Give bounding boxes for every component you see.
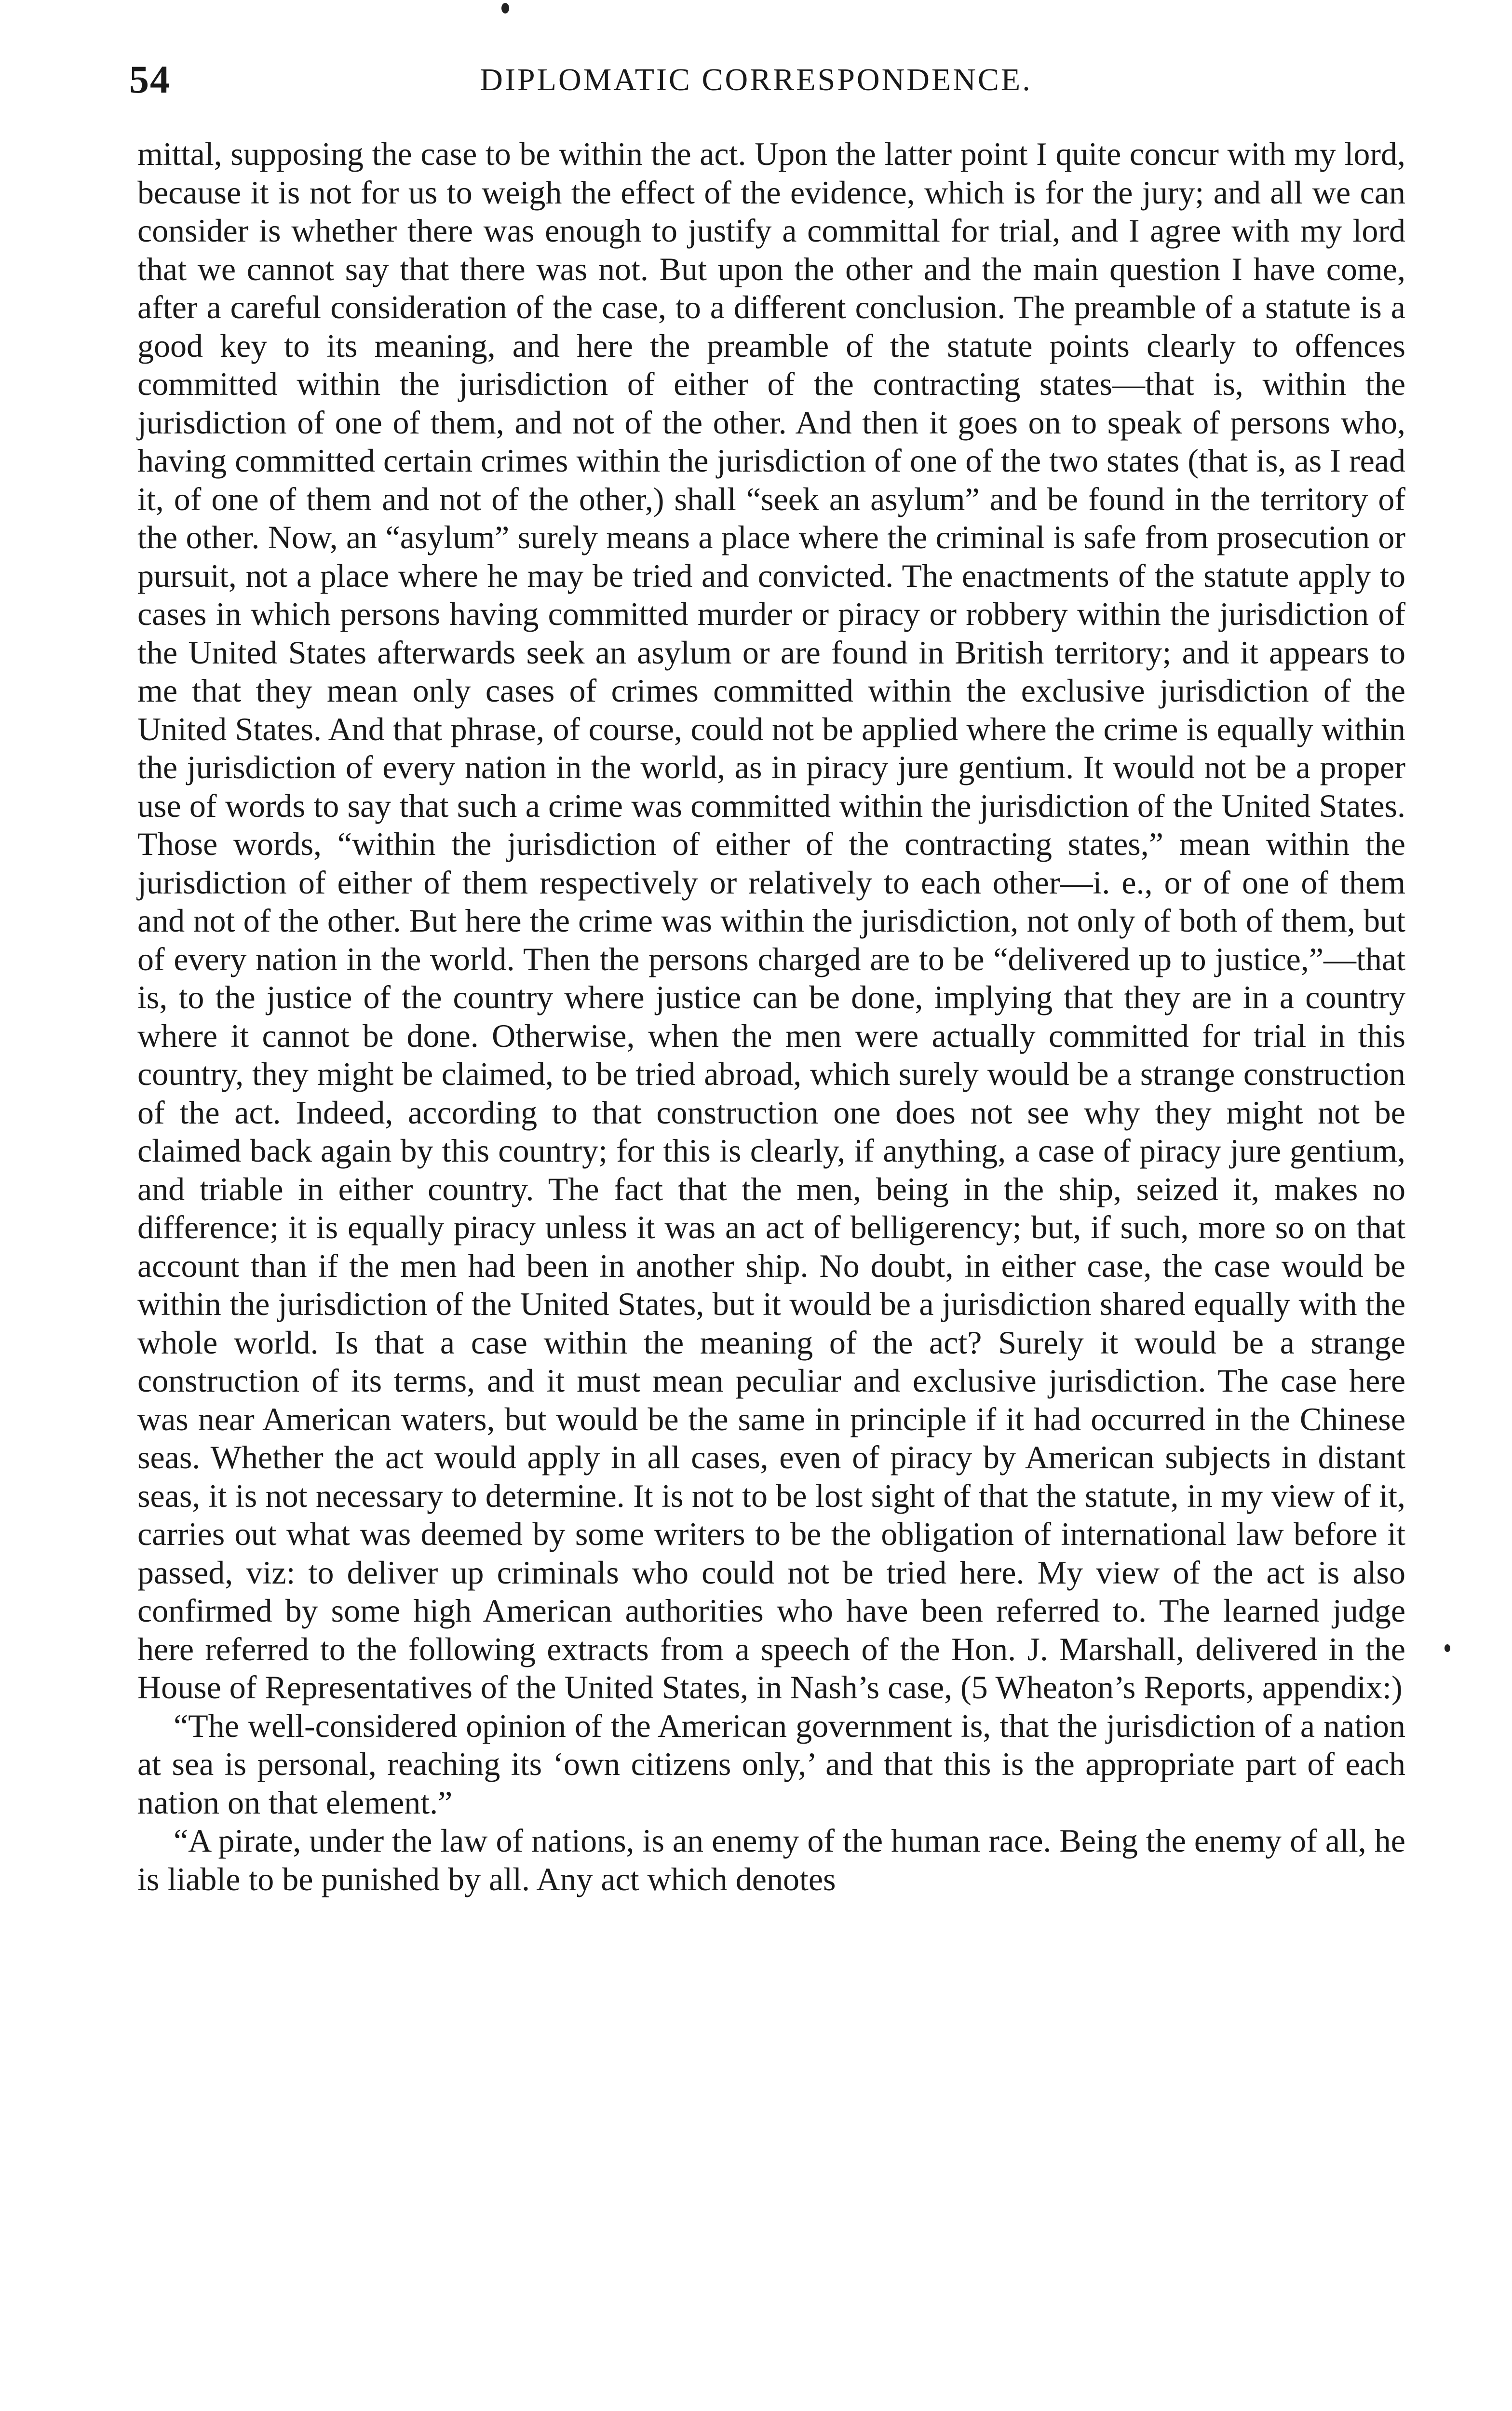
running-title: DIPLOMATIC CORRESPONDENCE. <box>480 62 1032 97</box>
ink-mark-margin <box>1444 1644 1450 1652</box>
body-text <box>137 135 1405 1898</box>
paragraph-main: mittal, supposing the case to be within the act. Upon the latter point I quite concur with my lord, because it is not for us to weigh the effect of the evidence, which is for the jury; and all we can consider is whether there was enough to justify a committal for trial, and I agree with my lord that we cannot say that there was not. But upon the other and the main question I have come, after a careful consideration of the case, to a different conclusion. The preamble of a statute is a good key to its meaning, and here the preamble of the statute points clearly to offences committed within the jurisdiction of either of the contracting states—that is, within the jurisdiction of one of them, and not of the other. And then it goes on to speak of persons who, having committed certain crimes within the jurisdiction of one of the two states (that is, as I read it, of one of them and not of the other,) shall “seek an asylum” and be found in the territory of the other. Now, an “asylum” surely means a place where the criminal is safe from prosecution or pursuit, not a place where he may be tried and convicted. The enactments of the statute apply to cases in which persons having committed murder or piracy or robbery within the jurisdiction of the United States afterwards seek an asylum or are found in British territory; and it appears to me that they mean only cases of crimes committed within the exclusive jurisdiction of the United States. And that phrase, of course, could not be applied where the crime is equally within the jurisdiction of every nation in the world, as in piracy jure gentium. It would not be a proper use of words to say that such a crime was committed within the jurisdiction of the United States. Those words, “within the jurisdiction of either of the contracting states,” mean within the jurisdiction of either of them respectively or relatively to each other—i. e., or of one of them and not of the other. But here the crime was within the jurisdiction, not only of both of them, but of every nation in the world. Then the persons charged are to be “delivered up to justice,”—that is, to the justice of the country where justice can be done, implying that they are in a country where it cannot be done. Otherwise, when the men were actually committed for trial in this country, they might be claimed, to be tried abroad, which surely would be a strange construction of the act. Indeed, according to that construction one does not see why they might not be claimed back again by this country; for this is clearly, if anything, a case of piracy jure gentium, and triable in either country. The fact that the men, being in the ship, seized it, makes no difference; it is equally piracy unless it was an act of belligerency; but, if such, more so on that account than if the men had been in another ship. No doubt, in either case, the case would be within the jurisdiction of the United States, but it would be a jurisdiction shared equally with the whole world. Is that a case within the meaning of the act? Surely it would be a strange construction of its terms, and it must mean peculiar and exclusive jurisdiction. The case here was near American waters, but would be the same in principle if it had occurred in the Chinese seas. Whether the act would apply in all cases, even of piracy by American subjects in distant seas, it is not necessary to determine. It is not to be lost sight of that the statute, in my view of it, carries out what was deemed by some writers to be the obligation of international law before it passed, viz: to deliver up criminals who could not be tried here. My view of the act is also confirmed by some high American authorities who have been referred to. The learned judge here referred to the following extracts from a speech of the Hon. J. Marshall, delivered in the House of Representatives of the United States, in Nash’s case, (5 Wheaton’s Reports, appendix:) <box>137 135 1405 1706</box>
quote-paragraph-2: “A pirate, under the law of nations, is an enemy of the human race. Being the enemy of all, he is liable to be punished by all. Any act which denotes <box>137 1822 1405 1897</box>
quote-paragraph-1: “The well-considered opinion of the American government is, that the jurisdiction of a nation at sea is personal, reaching its ‘own citizens only,’ and that this is the appropriate part of each nation on that element.” <box>137 1707 1405 1821</box>
page-number: 54 <box>129 57 171 101</box>
ink-mark-top <box>501 3 509 14</box>
